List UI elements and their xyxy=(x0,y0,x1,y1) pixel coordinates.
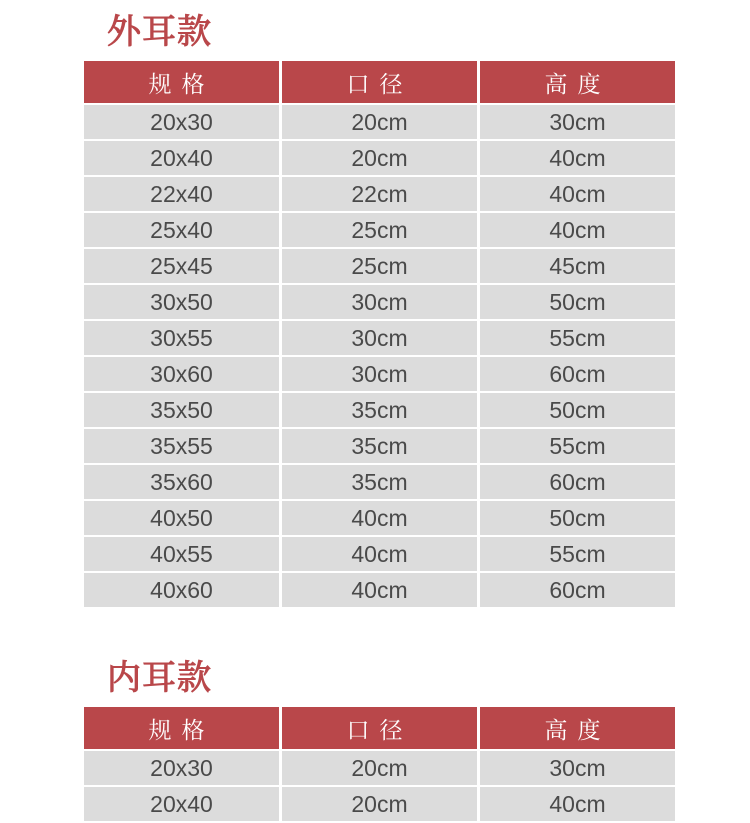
header-diameter: 口径 xyxy=(282,707,477,749)
table-row xyxy=(84,465,675,499)
cell-diameter: 20cm xyxy=(282,105,477,139)
cell-diameter: 30cm xyxy=(282,321,477,355)
table-row xyxy=(84,177,675,211)
header-spec: 规格 xyxy=(84,707,279,749)
table-row xyxy=(84,537,675,571)
header-height: 高度 xyxy=(480,707,675,749)
cell-height: 55cm xyxy=(480,537,675,571)
cell-spec: 35x50 xyxy=(84,393,279,427)
table-row xyxy=(84,249,675,283)
cell-spec: 40x60 xyxy=(84,573,279,607)
cell-height: 40cm xyxy=(480,177,675,211)
table-header-row xyxy=(84,707,675,749)
cell-spec: 25x45 xyxy=(84,249,279,283)
cell-diameter: 22cm xyxy=(282,177,477,211)
cell-height: 30cm xyxy=(480,105,675,139)
cell-height: 30cm xyxy=(480,751,675,785)
table-row xyxy=(84,357,675,391)
cell-spec: 35x55 xyxy=(84,429,279,463)
cell-height: 55cm xyxy=(480,429,675,463)
table-row xyxy=(84,573,675,607)
header-height: 高度 xyxy=(480,61,675,103)
cell-diameter: 20cm xyxy=(282,787,477,821)
cell-height: 40cm xyxy=(480,141,675,175)
spec-table xyxy=(81,59,678,609)
cell-spec: 30x55 xyxy=(84,321,279,355)
cell-height: 60cm xyxy=(480,357,675,391)
table-row xyxy=(84,429,675,463)
table-row xyxy=(84,787,675,821)
cell-diameter: 40cm xyxy=(282,501,477,535)
cell-diameter: 40cm xyxy=(282,537,477,571)
table-row xyxy=(84,393,675,427)
cell-diameter: 20cm xyxy=(282,141,477,175)
table-row xyxy=(84,501,675,535)
section-title: 内耳款 xyxy=(107,658,212,698)
cell-height: 60cm xyxy=(480,465,675,499)
table-row xyxy=(84,213,675,247)
cell-spec: 30x60 xyxy=(84,357,279,391)
table-header-row xyxy=(84,61,675,103)
table-row xyxy=(84,141,675,175)
cell-spec: 20x40 xyxy=(84,787,279,821)
cell-height: 55cm xyxy=(480,321,675,355)
cell-height: 50cm xyxy=(480,501,675,535)
cell-height: 50cm xyxy=(480,285,675,319)
cell-height: 40cm xyxy=(480,787,675,821)
cell-diameter: 25cm xyxy=(282,249,477,283)
cell-spec: 40x55 xyxy=(84,537,279,571)
header-spec: 规格 xyxy=(84,61,279,103)
table-row xyxy=(84,285,675,319)
cell-height: 60cm xyxy=(480,573,675,607)
spec-table xyxy=(81,705,678,823)
cell-spec: 30x50 xyxy=(84,285,279,319)
table-row xyxy=(84,105,675,139)
cell-spec: 35x60 xyxy=(84,465,279,499)
cell-spec: 22x40 xyxy=(84,177,279,211)
cell-spec: 20x40 xyxy=(84,141,279,175)
cell-spec: 20x30 xyxy=(84,105,279,139)
cell-height: 50cm xyxy=(480,393,675,427)
cell-diameter: 25cm xyxy=(282,213,477,247)
cell-diameter: 35cm xyxy=(282,429,477,463)
cell-diameter: 35cm xyxy=(282,393,477,427)
cell-spec: 40x50 xyxy=(84,501,279,535)
cell-diameter: 20cm xyxy=(282,751,477,785)
section-title: 外耳款 xyxy=(107,12,212,52)
cell-diameter: 40cm xyxy=(282,573,477,607)
cell-spec: 25x40 xyxy=(84,213,279,247)
cell-spec: 20x30 xyxy=(84,751,279,785)
cell-diameter: 30cm xyxy=(282,357,477,391)
cell-diameter: 35cm xyxy=(282,465,477,499)
table-row xyxy=(84,751,675,785)
cell-height: 45cm xyxy=(480,249,675,283)
cell-height: 40cm xyxy=(480,213,675,247)
header-diameter: 口径 xyxy=(282,61,477,103)
cell-diameter: 30cm xyxy=(282,285,477,319)
table-row xyxy=(84,321,675,355)
